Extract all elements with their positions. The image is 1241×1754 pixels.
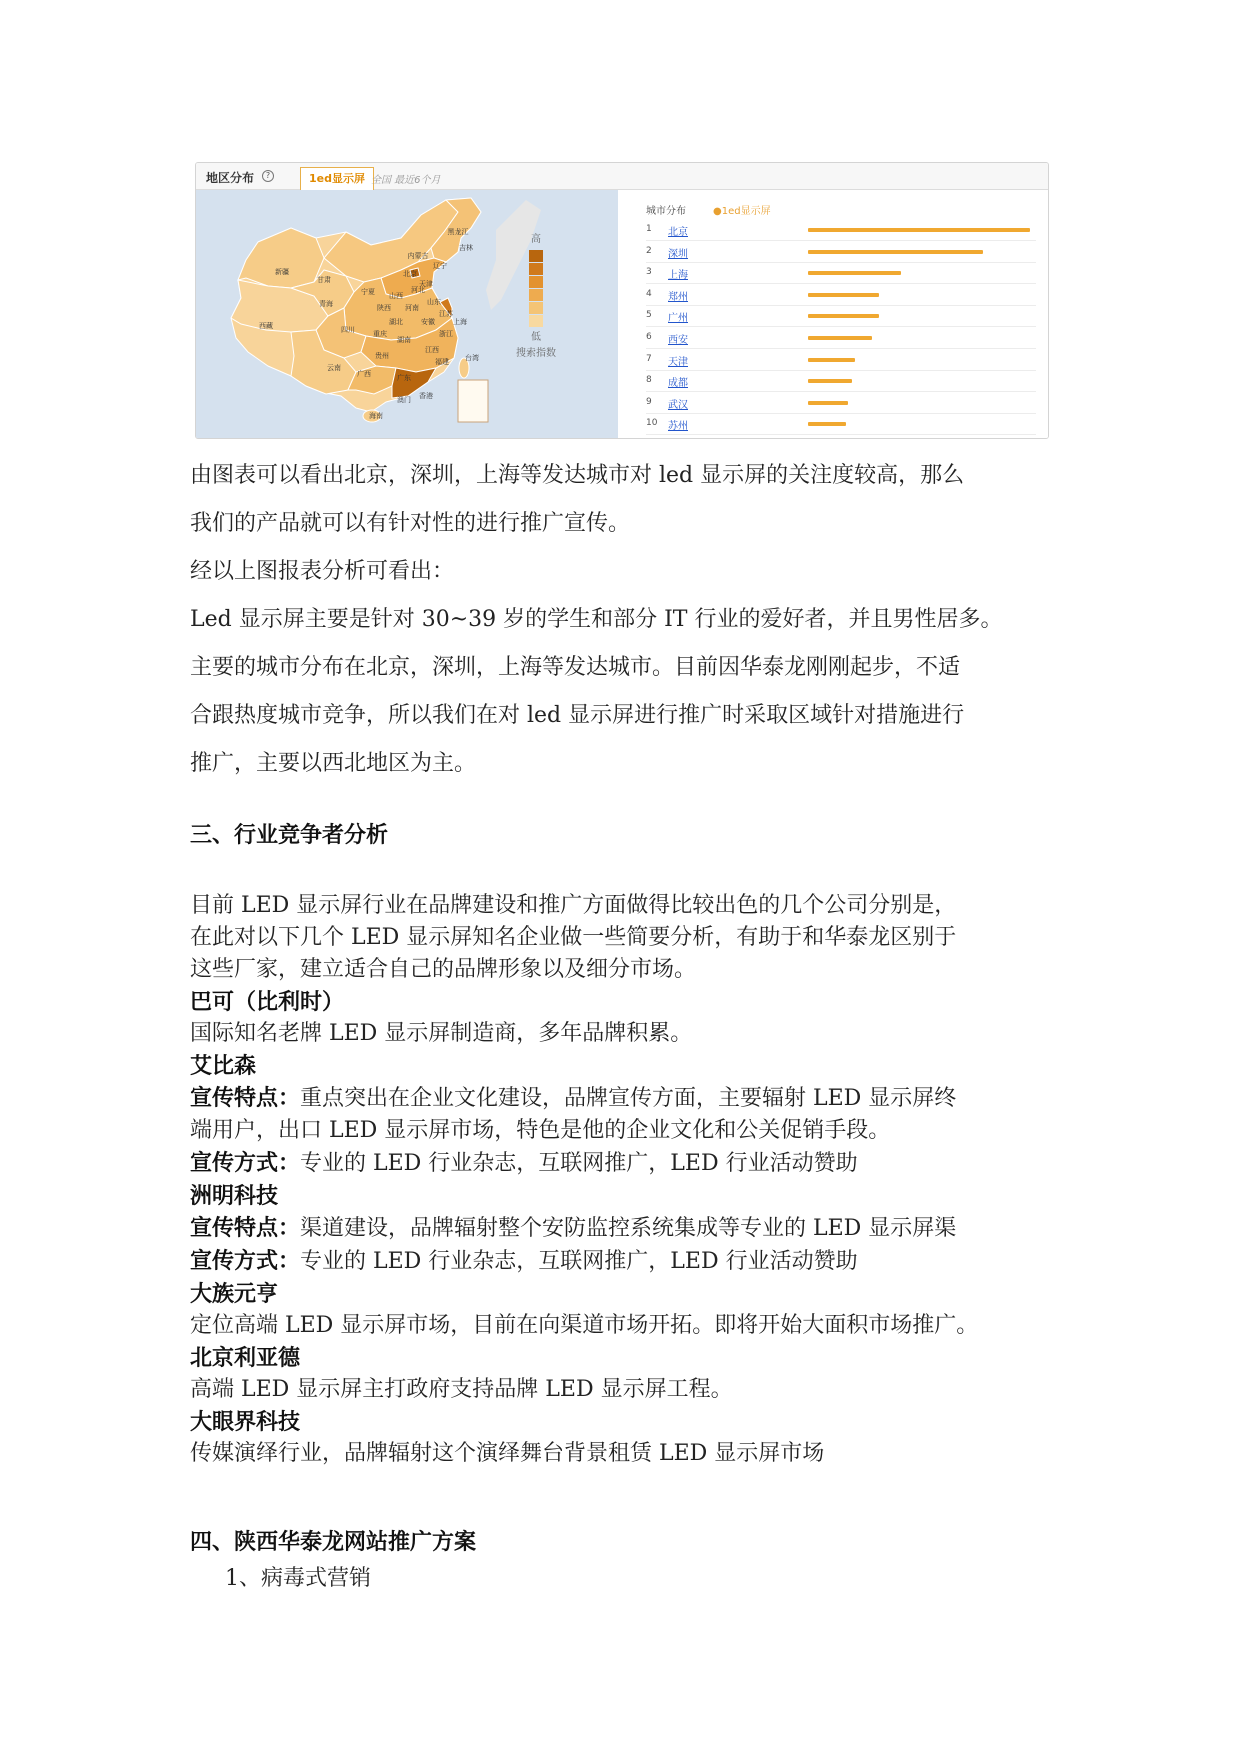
province-label: 福建	[435, 358, 449, 366]
rank-number: 9	[646, 396, 652, 407]
city-ranking-row	[646, 349, 1036, 371]
province-label: 吉林	[459, 244, 473, 252]
rank-number: 10	[646, 418, 658, 429]
province-label: 湖北	[389, 318, 403, 326]
rank-number: 3	[646, 267, 652, 278]
zm-method-line	[190, 1245, 1050, 1278]
intro-line: 主要的城市分布在北京，深圳，上海等发达城市。目前因华泰龙刚刚起步，不适	[190, 655, 961, 680]
rank-bar	[808, 250, 983, 254]
legend-caption: 搜索指数	[516, 348, 556, 359]
province-label: 新疆	[275, 268, 289, 276]
city-ranking-row	[646, 327, 1036, 349]
intro-line: 推广，主要以西北地区为主。	[190, 751, 477, 776]
company-desc-leyard: 高端 LED 显示屏主打政府支持品牌 LED 显示屏工程。	[190, 1377, 733, 1402]
city-ranking-row	[646, 262, 1036, 284]
company-name-zhouming: 洲明科技	[190, 1183, 279, 1209]
city-link[interactable]: 北京	[668, 227, 688, 238]
section4-heading: 四、陕西华泰龙网站推广方案	[190, 1529, 477, 1555]
legend-swatches	[529, 250, 543, 327]
city-link[interactable]: 天津	[668, 356, 688, 368]
absen-feature-cont: 端用户，出口 LED 显示屏市场，特色是他的企业文化和公关促销手段。	[190, 1118, 891, 1143]
company-name-leyard: 北京利亚德	[190, 1345, 301, 1371]
province-label: 甘肃	[317, 276, 331, 284]
province-label: 云南	[327, 364, 341, 372]
city-ranking-row	[646, 305, 1036, 327]
legend-swatch	[529, 315, 543, 327]
rank-number: 2	[646, 245, 652, 256]
scope-label: 全国 最近6个月	[371, 175, 441, 186]
city-link[interactable]: 广州	[668, 313, 688, 325]
rank-number: 1	[646, 224, 652, 234]
help-icon[interactable]: ?	[262, 170, 274, 182]
legend-swatch	[529, 276, 543, 288]
province-label: 宁夏	[361, 288, 375, 296]
company-name-dayanjie: 大眼界科技	[190, 1409, 301, 1435]
city-link[interactable]: 武汉	[668, 399, 688, 411]
legend-swatch	[529, 302, 543, 314]
province-label: 内蒙古	[407, 252, 429, 260]
province-label: 陕西	[377, 304, 391, 312]
province-label: 黑龙江	[447, 228, 469, 236]
legend-swatch	[529, 289, 543, 301]
rank-number: 8	[646, 375, 652, 386]
legend-swatch	[529, 263, 543, 275]
city-ranking-row	[646, 219, 1036, 241]
rank-number: 7	[646, 353, 652, 364]
rank-bar	[808, 401, 848, 405]
tab-led-display[interactable]: 1ed显示屏	[300, 167, 374, 190]
province-label: 台湾	[465, 354, 479, 362]
china-map-panel	[196, 190, 618, 438]
section3-intro	[190, 890, 1050, 1470]
intro-line: 我们的产品就可以有针对性的进行推广宣传。	[190, 511, 631, 536]
province-label: 江西	[425, 346, 439, 354]
china-map[interactable]	[196, 190, 618, 438]
feature-text: 重点突出在企业文化建设，品牌宣传方面，主要辐射 LED 显示屏终	[300, 1086, 957, 1111]
company-desc-dazu: 定位高端 LED 显示屏市场，目前在向渠道市场开拓。即将开始大面积市场推广。	[190, 1313, 979, 1338]
legend-swatch	[529, 250, 543, 262]
province-label: 广东	[397, 374, 411, 382]
intro-line: 合跟热度城市竞争，所以我们在对 led 显示屏进行推广时采取区域针对措施进行	[190, 703, 965, 728]
section4-item1: 1、病毒式营销	[225, 1566, 371, 1591]
rank-number: 6	[646, 332, 652, 342]
city-ranking-row	[646, 241, 1036, 263]
province-label: 江苏	[439, 310, 453, 318]
city-ranking-panel	[618, 190, 1048, 438]
company-desc-barco: 国际知名老牌 LED 显示屏制造商，多年品牌积累。	[190, 1021, 693, 1046]
province-label: 西藏	[259, 322, 273, 330]
province-label: 河北	[411, 286, 425, 294]
section3-heading: 三、行业竞争者分析	[190, 822, 389, 848]
city-ranking-row	[646, 284, 1036, 306]
rank-bar	[808, 422, 846, 426]
province-label: 北京	[403, 270, 417, 278]
company-name-barco: 巴可（比利时）	[190, 989, 345, 1015]
province-label: 重庆	[373, 330, 387, 338]
intro-line: 由图表可以看出北京，深圳，上海等发达城市对 led 显示屏的关注度较高，那么	[190, 463, 965, 488]
section3-intro-line: 这些厂家，建立适合自己的品牌形象以及细分市场。	[190, 957, 697, 982]
widget-header	[196, 163, 1048, 190]
rank-bar	[808, 293, 879, 297]
zm-feature-line	[190, 1212, 1050, 1245]
province-label: 天津	[419, 280, 433, 288]
city-link[interactable]: 苏州	[668, 421, 688, 433]
company-desc-dayanjie: 传媒演绎行业，品牌辐射这个演绎舞台背景租赁 LED 显示屏市场	[190, 1441, 825, 1466]
province-label: 山东	[427, 298, 441, 306]
legend-high-label: 高	[531, 234, 541, 245]
province-label: 安徽	[421, 318, 435, 326]
city-link[interactable]: 西安	[668, 335, 688, 346]
rank-bar	[808, 314, 879, 318]
city-link[interactable]: 深圳	[668, 248, 688, 260]
province-label: 浙江	[439, 330, 453, 338]
city-ranking-row	[646, 392, 1036, 414]
company-name-dazu: 大族元亨	[190, 1281, 279, 1307]
city-ranking-legend: ●1ed显示屏	[713, 206, 771, 217]
city-ranking-header: 城市分布	[646, 206, 686, 217]
province-label: 辽宁	[433, 262, 447, 270]
province-label: 澳门	[397, 396, 411, 404]
province-label: 四川	[341, 326, 355, 334]
province-label: 海南	[369, 412, 383, 420]
section3-intro-line: 目前 LED 显示屏行业在品牌建设和推广方面做得比较出色的几个公司分别是，	[190, 893, 957, 918]
province-xinjiang[interactable]	[238, 228, 324, 288]
company-name-absen: 艾比森	[190, 1053, 257, 1079]
intro-line: Led 显示屏主要是针对 30~39 岁的学生和部分 IT 行业的爱好者，并且男性居多。	[190, 607, 1003, 632]
province-label: 河南	[405, 304, 419, 312]
city-link[interactable]: 成都	[668, 378, 688, 390]
city-link[interactable]: 郑州	[668, 291, 688, 303]
legend-low-label: 低	[531, 332, 541, 343]
section3-intro-line: 在此对以下几个 LED 显示屏知名企业做一些简要分析，有助于和华泰龙区别于	[190, 925, 957, 950]
province-label: 湖南	[397, 336, 411, 344]
method-label: 宣传方式：	[190, 1248, 301, 1274]
rank-bar	[808, 228, 1030, 232]
province-label: 广西	[357, 370, 371, 378]
city-ranking-row	[646, 370, 1036, 392]
province-label: 山西	[389, 292, 403, 300]
regional-distribution-widget	[195, 162, 1049, 439]
province-label: 上海	[453, 318, 467, 326]
province-label: 青海	[319, 300, 333, 308]
feature-label: 宣传特点：	[190, 1215, 301, 1241]
rank-bar	[808, 271, 901, 275]
city-ranking-row	[646, 413, 1036, 435]
rank-bar	[808, 336, 872, 340]
absen-feature-line	[190, 1082, 1050, 1115]
method-text: 专业的 LED 行业杂志，互联网推广，LED 行业活动赞助	[300, 1249, 858, 1274]
rank-number: 5	[646, 310, 652, 321]
intro-line: 经以上图报表分析可看出：	[190, 559, 455, 584]
absen-method-line	[190, 1147, 1050, 1180]
south-sea-inset	[458, 380, 488, 422]
feature-label: 宣传特点：	[190, 1085, 301, 1111]
rank-bar	[808, 358, 855, 362]
widget-title: 地区分布	[206, 171, 255, 185]
method-text: 专业的 LED 行业杂志，互联网推广，LED 行业活动赞助	[300, 1151, 858, 1176]
rank-number: 4	[646, 288, 652, 299]
city-link[interactable]: 上海	[668, 270, 688, 282]
rank-bar	[808, 379, 852, 383]
province-label: 贵州	[375, 352, 389, 360]
feature-text: 渠道建设，品牌辐射整个安防监控系统集成等专业的 LED 显示屏渠	[300, 1216, 957, 1241]
province-label: 香港	[419, 392, 433, 400]
method-label: 宣传方式：	[190, 1150, 301, 1176]
